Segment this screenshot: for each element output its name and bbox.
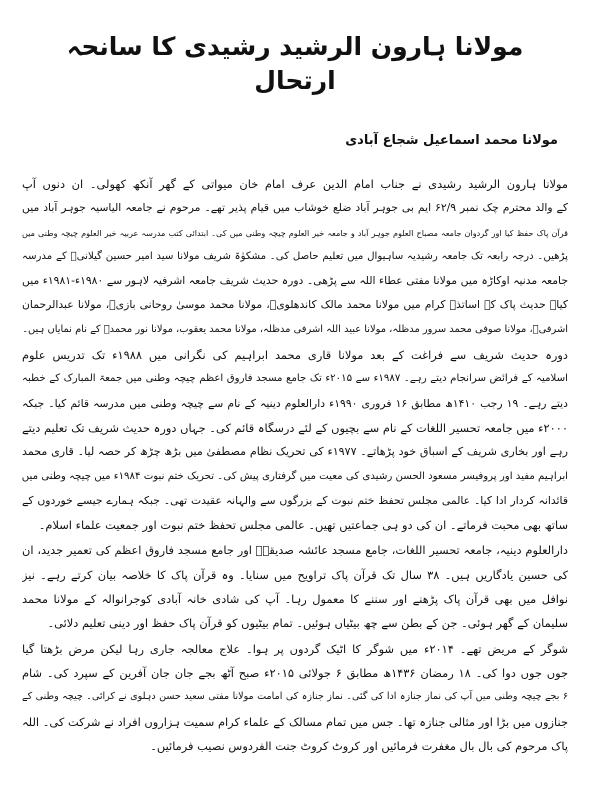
text-line: کیا۔ حدیث پاک کے اساتذہ کرام میں مولانا محمد مالک کاندھلویؒ، مولانا محمد موسیٰ روحانی بازیؒ، مولانا عبدالرحمان — [22, 298, 568, 312]
text-line: اشرفیؒ، مولانا صوفی محمد سرور مدظلہ، مولانا عبید اللہ اشرفی مدظلہ، مولانا محمد یعقوب، مولانا نور محمدؒ کے نام نمایاں ہیں۔ — [22, 323, 568, 335]
text-line: جوں جوں دوا کی۔ ۱۸ رمضان ۱۴۳۶ھ مطابق ۶ جولائی ۲۰۱۵ء صبح آٹھ بجے جان جان آفرین کے سپرد کی۔ شام — [22, 665, 568, 680]
text-line: پڑھیں۔ درجہ رابعہ تک جامعہ رشیدیہ ساہیوال میں تعلیم حاصل کی۔ مشکوٰۃ شریف مولانا سید امیر حسین گیلانیؒ کے مدرسہ — [22, 250, 568, 262]
text-line: نوافل میں بھی قرآن پاک پڑھنے اور سننے کا معمول رہا۔ آپ کی شادی خانہ آبادی کوجرانوالہ کے مولانا محمد — [22, 592, 568, 607]
text-line: کے والد محترم چک نمبر ۶۲/۹ ایم بی جوہر آباد ضلع خوشاب میں قیام پذیر تھے۔ مرحوم نے جامعہ الیاسیہ جوہر آباد میں — [22, 201, 568, 215]
text-line: دارالعلوم دینیہ، جامعہ تحسیر اللغات، جامع مسجد عائشہ صدیقہؓ اور جامع مسجد فاروق اعظم کی تعمیر جدید، ان — [22, 543, 568, 558]
paragraph — [22, 538, 568, 635]
paragraph — [22, 343, 568, 537]
text-line: پاک مرحوم کی بال بال مغفرت فرمائیں اور کروٹ کروٹ جنت الفردوس نصیب فرمائیں۔ — [150, 738, 568, 753]
paragraph — [22, 637, 568, 758]
text-line: دورہ حدیث شریف سے فراغت کے بعد مولانا قاری محمد ابراہیم کی نگرانی میں ۱۹۸۸ء تک تدریس علوم — [22, 348, 568, 363]
paragraph — [22, 172, 568, 342]
text-line: ابراہیم مفید اور پروفیسر مسعود الحسن رشیدی کی معیت میں گرفتاری پیش کی۔ تحریک ختم نبوت ۱۹۸۴ء میں چیچہ وطنی میں — [22, 470, 568, 482]
text-line: قرآن پاک حفظ کیا اور گردوان جامعہ مصباح العلوم جوہر آباد و جامعہ خیر العلوم چیچہ وطنی میں کی۔ ابتدائی کتب مدرسہ عربیہ خیر العلوم چیچہ وطنی میں — [22, 227, 568, 238]
text-line: اسلامیہ کے فرائض سرانجام دیتے رہے۔ ۱۹۸۷ء سے ۲۰۱۵ء تک جامع مسجد فاروق اعظم چیچہ وطنی میں جمعۃ المبارک کے خطبہ — [22, 373, 568, 385]
text-line: ساتھ بھی محبت فرماتے۔ ان کی دو ہی جماعتیں تھیں۔ عالمی مجلس تحفظ ختم نبوت اور جمعیت علماء اسلام۔ — [38, 518, 568, 533]
text-line: کی حسین یادگاریں ہیں۔ ۳۸ سال تک قرآن پاک تراویح میں سنایا۔ وہ قرآن پاک کا خلاصہ بیان کرتے رہے۔ نیز — [22, 567, 568, 582]
text-line: مولانا ہارون الرشید رشیدی نے جناب امام الدین عرف امام خان میواتی کے گھر آنکھ کھولی۔ ان دنوں آپ — [22, 177, 568, 191]
text-line: قائدانہ کردار ادا کیا۔ عالمی مجلس تحفظ ختم نبوت کے بزرگوں سے والہانہ عقیدت تھی۔ جبکہ ہمارے جیسے خوردوں کے — [22, 493, 568, 507]
text-line: ۶ بجے چیچہ وطنی میں آپ کی نماز جنازہ ادا کی گئی۔ نماز جنازہ کی امامت مولانا مفتی سعید حسن دہلوی نے کرائی۔ چیچہ وطنی کے — [22, 691, 568, 703]
article-body — [22, 172, 568, 758]
text-line: شوگر کے مریض تھے۔ ۲۰۱۴ء میں شوگر کا اٹیک گردوں پر ہوا۔ علاج معالجہ جاری رہا لیکن مرض بڑھتا گیا — [22, 641, 568, 656]
article-title: مولانا ہارون الرشید رشیدی کا سانحہ ارتحال — [66, 32, 524, 95]
text-line: رہے اور بخاری شریف کے اسباق خود پڑھاتے۔ ۱۹۷۷ء کی تحریک نظام مصطفیٰ میں بڑھ چڑھ کر حصہ لیا۔ قاری محمد — [22, 445, 568, 459]
text-line: جامعہ مدنیہ اوکاڑہ میں مولانا مفتی عطاء اللہ سے پڑھی۔ دورہ حدیث شریف جامعہ اشرفیہ لاہور سے ۱۹۸۰ء-۱۹۸۱ء میں — [22, 274, 568, 288]
author-name: مولانا محمد اسماعیل شجاع آبادی — [345, 133, 558, 148]
text-line: دیتے رہے۔ ۱۹ رجب ۱۴۱۰ھ مطابق ۱۶ فروری ۱۹۹۰ء دارالعلوم دینیہ کے نام سے چیچہ وطنی میں مدرسہ قائم کیا۔ جبکہ — [22, 396, 568, 410]
text-line: جنازوں میں بڑا اور مثالی جنازہ تھا۔ جس میں تمام مسالک کے علماء کرام سمیت ہزاروں افراد نے شرکت کی۔ اللہ — [22, 714, 568, 729]
text-line: سلیمان کے گھر ہوئی۔ جن کے بطن سے چھ بیٹیاں ہوئیں۔ تمام بیٹیوں کو قرآن پاک حفظ اور دینی تعلیم دلائی۔ — [47, 616, 568, 631]
text-line: ۲۰۰۰ء میں جامعہ تحسیر اللغات کے نام سے بچیوں کے لئے درسگاہ قائم کی۔ جہاں دورہ حدیث شریف تک تعلیم دیتے — [22, 420, 568, 435]
